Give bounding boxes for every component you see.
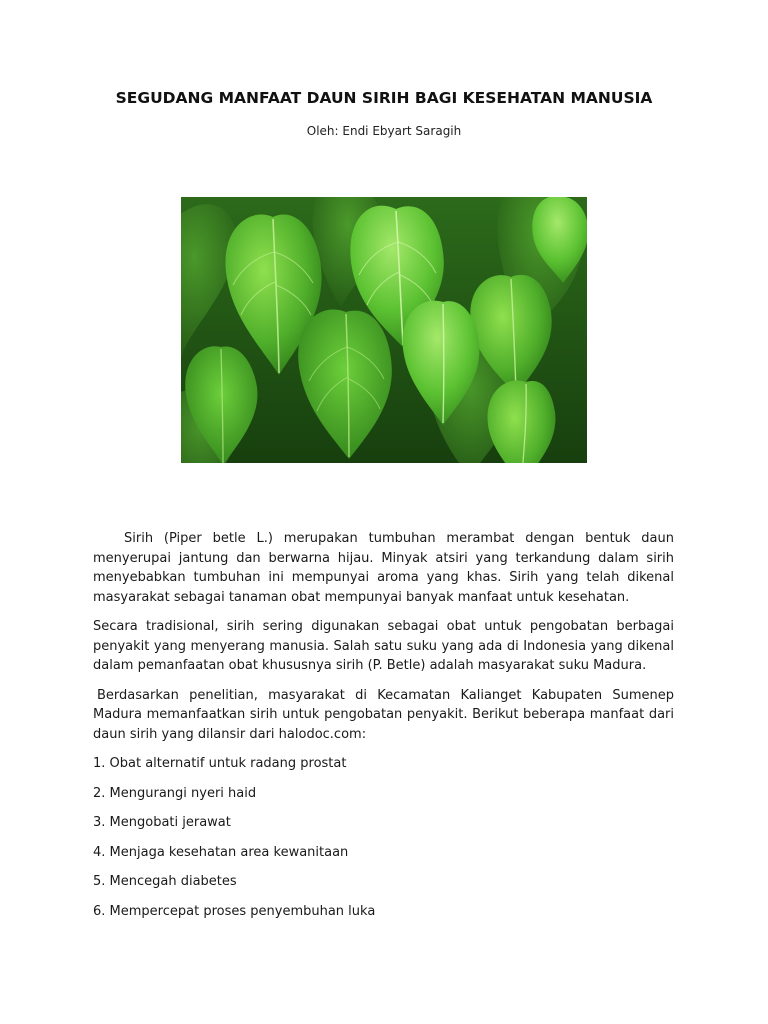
document-author: Oleh: Endi Ebyart Saragih xyxy=(306,124,462,138)
benefit-list-item: 1. Obat alternatif untuk radang prostat xyxy=(93,756,347,771)
paragraph-intro: Sirih (Piper betle L.) merupakan tumbuhan merambat dengan bentuk daun menyerupai jantung dan berwarna hijau. Minyak atsiri yang terkandung dalam sirih menyebabkan tumbuhan ini mempunyai aroma yang khas. Sirih yang telah dikenal masyarakat sebagai tanaman obat mempunyai banyak manfaat untuk kesehatan. xyxy=(93,531,674,605)
betel-leaves-illustration xyxy=(181,197,587,463)
benefit-list-item: 5. Mencegah diabetes xyxy=(93,874,237,889)
betel-leaves-photo xyxy=(181,197,587,463)
benefit-list-item: 2. Mengurangi nyeri haid xyxy=(93,785,257,801)
paragraph-tradition: Secara tradisional, sirih sering digunakan sebagai obat untuk pengobatan berbagai penyakit yang menyerang manusia. Salah satu suku yang ada di Indonesia yang dikenal dalam pemanfaatan obat khususnya sirih (P. Betle) adalah masyarakat suku Madura. xyxy=(93,619,674,673)
benefit-list-item: 3. Mengobati jerawat xyxy=(93,815,231,830)
paragraph-research: Berdasarkan penelitian, masyarakat di Kecamatan Kalianget Kabupaten Sumenep Madura memanfaatkan sirih untuk pengobatan penyakit. Berikut beberapa manfaat dari daun sirih yang dilansir dari halodoc.com: xyxy=(93,687,674,742)
benefit-list-item: 6. Mempercepat proses penyembuhan luka xyxy=(93,903,376,919)
document-body xyxy=(93,529,674,931)
benefit-list-item: 4. Menjaga kesehatan area kewanitaan xyxy=(93,844,349,860)
document-title: SEGUDANG MANFAAT DAUN SIRIH BAGI KESEHATAN MANUSIA xyxy=(115,89,653,107)
